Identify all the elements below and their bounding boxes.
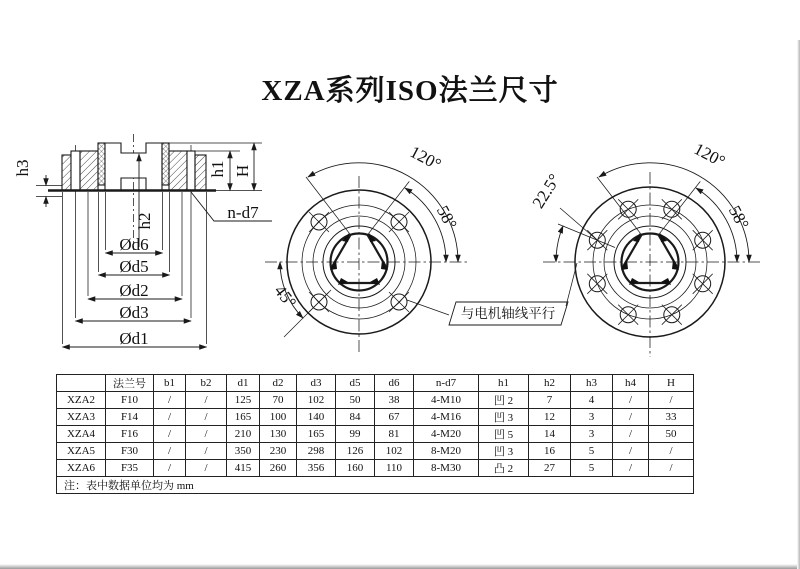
table-cell: 27 bbox=[529, 460, 571, 477]
table-cell: F35 bbox=[106, 460, 154, 477]
label-angle-22-5: 22.5° bbox=[528, 170, 565, 212]
table-cell: 415 bbox=[227, 460, 260, 477]
label-od1: Ød1 bbox=[119, 329, 149, 348]
table-cell: 70 bbox=[260, 392, 297, 409]
table-cell: / bbox=[154, 443, 186, 460]
table-cell: 99 bbox=[336, 426, 375, 443]
label-H: H bbox=[233, 164, 252, 178]
table-cell: 5 bbox=[571, 460, 613, 477]
table-cell: 凹 3 bbox=[479, 443, 529, 460]
table-cell: 67 bbox=[375, 409, 414, 426]
table-row bbox=[57, 426, 694, 443]
table-cell: / bbox=[154, 460, 186, 477]
table-cell: / bbox=[186, 443, 227, 460]
table-cell: / bbox=[154, 409, 186, 426]
table-cell: 5 bbox=[571, 443, 613, 460]
table-cell: / bbox=[613, 392, 649, 409]
table-cell: 165 bbox=[227, 409, 260, 426]
table-cell: / bbox=[186, 426, 227, 443]
table-cell: 102 bbox=[297, 392, 336, 409]
table-cell: 210 bbox=[227, 426, 260, 443]
table-row bbox=[57, 460, 694, 477]
table-cell: 7 bbox=[529, 392, 571, 409]
table-cell: / bbox=[154, 392, 186, 409]
table-note-row bbox=[57, 477, 694, 494]
table-cell: / bbox=[613, 460, 649, 477]
table-header-cell: H bbox=[649, 375, 694, 392]
table-cell: / bbox=[613, 443, 649, 460]
label-od3: Ød3 bbox=[119, 303, 149, 322]
table-cell: XZA2 bbox=[57, 392, 106, 409]
table-header-cell bbox=[57, 375, 106, 392]
label-h1: h1 bbox=[208, 160, 227, 178]
page-title: XZA系列ISO法兰尺寸 bbox=[261, 75, 559, 107]
table-cell: 230 bbox=[260, 443, 297, 460]
table-header-cell: h3 bbox=[571, 375, 613, 392]
table-cell: 4 bbox=[571, 392, 613, 409]
table-cell: XZA3 bbox=[57, 409, 106, 426]
section-view bbox=[13, 134, 272, 348]
label-od5: Ød5 bbox=[119, 257, 149, 276]
table-cell: / bbox=[186, 409, 227, 426]
table-cell: 凸 2 bbox=[479, 460, 529, 477]
table-cell: 50 bbox=[336, 392, 375, 409]
label-angle-58: 58° bbox=[724, 202, 753, 233]
table-header-cell: h1 bbox=[479, 375, 529, 392]
table-cell: 8-M30 bbox=[414, 460, 479, 477]
table-header-cell: d2 bbox=[260, 375, 297, 392]
table-header-cell: d5 bbox=[336, 375, 375, 392]
table-cell: 100 bbox=[260, 409, 297, 426]
table-header-cell: b1 bbox=[154, 375, 186, 392]
table-note: 注：表中数据单位均为 mm bbox=[57, 477, 694, 494]
table-header-cell: n-d7 bbox=[414, 375, 479, 392]
table-cell: 凹 2 bbox=[479, 392, 529, 409]
table-header-cell: h2 bbox=[529, 375, 571, 392]
table-cell: / bbox=[649, 443, 694, 460]
label-angle-120: 120° bbox=[690, 139, 729, 172]
four-hole-flange-view bbox=[265, 142, 470, 352]
table-cell: / bbox=[186, 460, 227, 477]
table-header-cell: d3 bbox=[297, 375, 336, 392]
table-cell: 110 bbox=[375, 460, 414, 477]
table-cell: 260 bbox=[260, 460, 297, 477]
table-cell: 3 bbox=[571, 409, 613, 426]
table-row bbox=[57, 392, 694, 409]
table-cell: F14 bbox=[106, 409, 154, 426]
table-header-row bbox=[57, 375, 694, 392]
table-cell: 4-M20 bbox=[414, 426, 479, 443]
table-cell: 126 bbox=[336, 443, 375, 460]
eight-hole-flange-view bbox=[529, 139, 762, 357]
table-cell: / bbox=[613, 426, 649, 443]
table-cell: 125 bbox=[227, 392, 260, 409]
label-h2: h2 bbox=[135, 212, 154, 230]
table-cell: 350 bbox=[227, 443, 260, 460]
table-header-cell: b2 bbox=[186, 375, 227, 392]
table-header-cell: h4 bbox=[613, 375, 649, 392]
label-angle-120: 120° bbox=[406, 142, 445, 175]
table-cell: 16 bbox=[529, 443, 571, 460]
flange-table bbox=[56, 374, 694, 494]
table-cell: 33 bbox=[649, 409, 694, 426]
table-cell: 81 bbox=[375, 426, 414, 443]
table-cell: F30 bbox=[106, 443, 154, 460]
table-cell: 160 bbox=[336, 460, 375, 477]
table-cell: 12 bbox=[529, 409, 571, 426]
table-cell: 298 bbox=[297, 443, 336, 460]
table-cell: 凹 3 bbox=[479, 409, 529, 426]
table-cell: XZA5 bbox=[57, 443, 106, 460]
table-cell: / bbox=[154, 426, 186, 443]
table-cell: 38 bbox=[375, 392, 414, 409]
table-cell: 3 bbox=[571, 426, 613, 443]
table-cell: / bbox=[186, 392, 227, 409]
table-cell: XZA4 bbox=[57, 426, 106, 443]
label-n-d7: n-d7 bbox=[227, 203, 259, 222]
table-cell: 50 bbox=[649, 426, 694, 443]
label-od2: Ød2 bbox=[119, 281, 149, 300]
axis-parallel-callout bbox=[407, 263, 577, 325]
table-cell: 14 bbox=[529, 426, 571, 443]
table-cell: 8-M20 bbox=[414, 443, 479, 460]
table-cell: 凹 5 bbox=[479, 426, 529, 443]
table-cell: / bbox=[649, 392, 694, 409]
table-cell: XZA6 bbox=[57, 460, 106, 477]
label-od6: Ød6 bbox=[119, 235, 149, 254]
table-row bbox=[57, 409, 694, 426]
table-cell: 165 bbox=[297, 426, 336, 443]
table-header-cell: 法兰号 bbox=[106, 375, 154, 392]
table-header-cell: d1 bbox=[227, 375, 260, 392]
table-cell: 130 bbox=[260, 426, 297, 443]
callout-text: 与电机轴线平行 bbox=[460, 306, 556, 321]
label-angle-58: 58° bbox=[432, 202, 461, 233]
table-cell: / bbox=[649, 460, 694, 477]
table-cell: 140 bbox=[297, 409, 336, 426]
table-cell: F16 bbox=[106, 426, 154, 443]
table-cell: 4-M10 bbox=[414, 392, 479, 409]
table-cell: F10 bbox=[106, 392, 154, 409]
table-cell: 356 bbox=[297, 460, 336, 477]
label-angle-45: 45° bbox=[270, 281, 301, 312]
table-row bbox=[57, 443, 694, 460]
page-edge-bottom bbox=[0, 564, 800, 569]
table-header-cell: d6 bbox=[375, 375, 414, 392]
table-cell: 102 bbox=[375, 443, 414, 460]
table-cell: 84 bbox=[336, 409, 375, 426]
table-cell: 4-M16 bbox=[414, 409, 479, 426]
label-h3: h3 bbox=[13, 159, 32, 177]
table-cell: / bbox=[613, 409, 649, 426]
